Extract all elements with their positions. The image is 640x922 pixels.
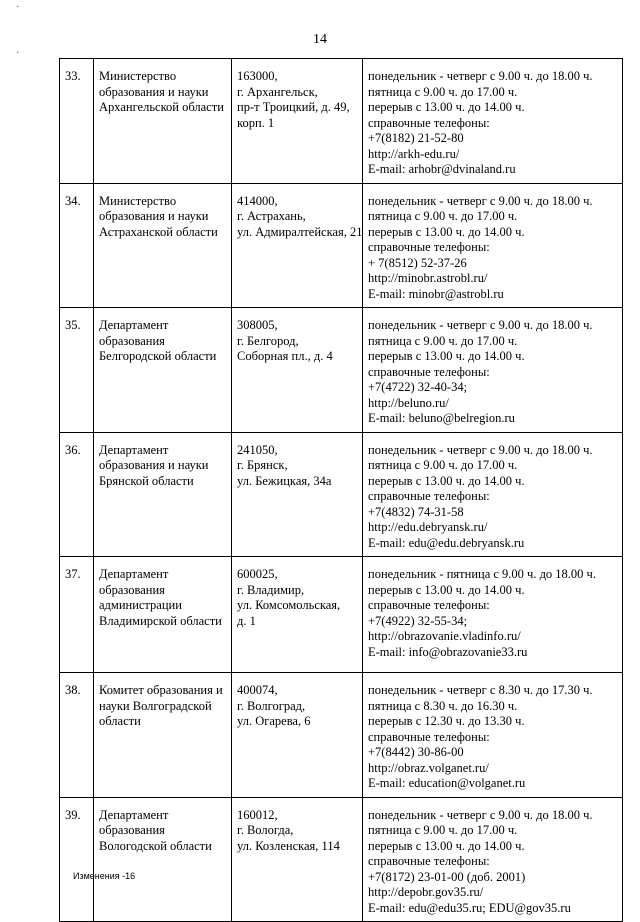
page-number: 14 bbox=[313, 32, 327, 47]
address-line: 600025, bbox=[237, 567, 278, 581]
contact-line: http://depobr.gov35.ru/ bbox=[368, 885, 484, 899]
table-row bbox=[60, 183, 623, 308]
address-line: ул. Комсомольская, bbox=[237, 598, 341, 612]
organization-line: образования bbox=[99, 582, 165, 597]
organization-line: Министерство bbox=[99, 193, 177, 208]
organization-line: образования bbox=[99, 333, 165, 348]
address-line: г. Архангельск, bbox=[237, 84, 318, 99]
contact-line: понедельник - четверг с 9.00 ч. до 18.00 ч. bbox=[368, 807, 593, 822]
contact-line: перерыв с 13.00 ч. до 14.00 ч. bbox=[368, 582, 525, 597]
table-row bbox=[60, 59, 623, 184]
contact-info-cell bbox=[363, 308, 623, 433]
address-cell bbox=[232, 673, 363, 798]
contact-info-cell bbox=[363, 432, 623, 557]
contact-line: пятница с 9.00 ч. до 17.00 ч. bbox=[368, 209, 518, 223]
table-row bbox=[60, 432, 623, 557]
organization-line: Департамент bbox=[99, 567, 169, 581]
contact-info-cell bbox=[363, 59, 623, 184]
address-line: г. Белгород, bbox=[237, 333, 299, 348]
table-row bbox=[60, 557, 623, 673]
address-line: 163000, bbox=[237, 69, 278, 83]
education-authorities-table bbox=[59, 58, 623, 922]
contact-info-cell bbox=[363, 673, 623, 798]
contact-line: E-mail: minobr@astrobl.ru bbox=[368, 286, 504, 301]
row-number: 33. bbox=[60, 59, 94, 184]
contact-line: справочные телефоны: bbox=[368, 115, 490, 130]
organization-cell bbox=[94, 432, 232, 557]
table-row bbox=[60, 797, 623, 922]
contact-line: пятница с 9.00 ч. до 17.00 ч. bbox=[368, 333, 518, 348]
organization-line: Брянской области bbox=[99, 473, 194, 488]
address-line: г. Астрахань, bbox=[237, 209, 306, 223]
scan-mark-top: · bbox=[16, 2, 20, 13]
contact-line: E-mail: education@volganet.ru bbox=[368, 776, 526, 790]
organization-line: Вологодской области bbox=[99, 838, 212, 853]
address-line: корп. 1 bbox=[237, 115, 275, 130]
contact-line: справочные телефоны: bbox=[368, 729, 490, 744]
organization-line: науки Волгоградской bbox=[99, 698, 212, 713]
row-number: 34. bbox=[60, 183, 94, 308]
contact-line: +7(8442) 30-86-00 bbox=[368, 745, 464, 759]
address-line: 308005, bbox=[237, 318, 278, 332]
organization-line: образования bbox=[99, 823, 165, 837]
address-line: г. Владимир, bbox=[237, 582, 305, 597]
address-line: 160012, bbox=[237, 807, 278, 822]
organization-line: Владимирской области bbox=[99, 613, 222, 628]
row-number: 36. bbox=[60, 432, 94, 557]
address-line: ул. Бежицкая, 34а bbox=[237, 473, 332, 488]
contact-line: http://edu.debryansk.ru/ bbox=[368, 520, 488, 534]
footer-note: Изменения -16 bbox=[73, 871, 136, 881]
organization-line: области bbox=[99, 714, 141, 728]
contact-line: +7(4922) 32-55-34; bbox=[368, 613, 468, 628]
contact-line: + 7(8512) 52-37-26 bbox=[368, 255, 467, 270]
organization-line: Архангельской области bbox=[99, 100, 224, 114]
contact-line: E-mail: arhobr@dvinaland.ru bbox=[368, 162, 516, 176]
contact-line: +7(8172) 23-01-00 (доб. 2001) bbox=[368, 869, 526, 884]
organization-line: Департамент bbox=[99, 442, 169, 457]
contact-info-cell bbox=[363, 797, 623, 922]
organization-line: Белгородской области bbox=[99, 349, 217, 363]
address-cell bbox=[232, 59, 363, 184]
organization-line: Комитет образования и bbox=[99, 683, 223, 697]
contact-line: пятница с 9.00 ч. до 17.00 ч. bbox=[368, 823, 518, 837]
table-row bbox=[60, 308, 623, 433]
contact-line: http://minobr.astrobl.ru/ bbox=[368, 271, 488, 285]
contact-line: http://obrazovanie.vladinfo.ru/ bbox=[368, 629, 521, 643]
contact-line: перерыв с 13.00 ч. до 14.00 ч. bbox=[368, 473, 525, 488]
organization-line: образования и науки bbox=[99, 84, 209, 99]
row-number: 37. bbox=[60, 557, 94, 673]
organization-cell bbox=[94, 557, 232, 673]
organization-cell bbox=[94, 183, 232, 308]
contact-line: E-mail: beluno@belregion.ru bbox=[368, 411, 515, 425]
contact-line: пятница с 8.30 ч. до 16.30 ч. bbox=[368, 698, 518, 713]
address-line: Соборная пл., д. 4 bbox=[237, 349, 333, 363]
address-line: 241050, bbox=[237, 442, 278, 457]
contact-line: перерыв с 13.00 ч. до 14.00 ч. bbox=[368, 349, 525, 363]
address-cell bbox=[232, 557, 363, 673]
contact-line: перерыв с 12.30 ч. до 13.30 ч. bbox=[368, 714, 525, 728]
address-line: д. 1 bbox=[237, 613, 256, 628]
contact-line: справочные телефоны: bbox=[368, 598, 490, 612]
address-line: ул. Козленская, 114 bbox=[237, 838, 340, 853]
row-number: 35. bbox=[60, 308, 94, 433]
address-line: ул. Адмиралтейская, 21 bbox=[237, 224, 363, 239]
contact-line: понедельник - четверг с 9.00 ч. до 18.00 ч. bbox=[368, 442, 593, 457]
contact-line: понедельник - четверг с 9.00 ч. до 18.00 ч. bbox=[368, 193, 593, 208]
contact-line: E-mail: edu@edu.debryansk.ru bbox=[368, 535, 525, 550]
contact-line: понедельник - четверг с 8.30 ч. до 17.30 ч. bbox=[368, 683, 593, 697]
contact-line: E-mail: edu@edu35.ru; EDU@gov35.ru bbox=[368, 900, 571, 915]
contact-line: +7(4722) 32-40-34; bbox=[368, 380, 468, 394]
contact-info-cell bbox=[363, 557, 623, 673]
organization-line: Департамент bbox=[99, 318, 169, 332]
contact-line: понедельник - пятница с 9.00 ч. до 18.00 ч. bbox=[368, 567, 596, 581]
address-line: 400074, bbox=[237, 683, 278, 697]
address-line: пр-т Троицкий, д. 49, bbox=[237, 100, 350, 114]
organization-line: Астраханской области bbox=[99, 224, 218, 239]
organization-cell bbox=[94, 797, 232, 922]
organization-cell bbox=[94, 308, 232, 433]
contact-line: +7(8182) 21-52-80 bbox=[368, 131, 464, 145]
address-cell bbox=[232, 183, 363, 308]
address-line: 414000, bbox=[237, 193, 278, 208]
contact-line: понедельник - четверг с 9.00 ч. до 18.00 ч. bbox=[368, 318, 593, 332]
row-number: 38. bbox=[60, 673, 94, 798]
organization-line: администрации bbox=[99, 598, 182, 612]
organization-line: Министерство bbox=[99, 69, 177, 83]
contact-line: перерыв с 13.00 ч. до 14.00 ч. bbox=[368, 838, 525, 853]
organization-cell bbox=[94, 673, 232, 798]
contact-line: понедельник - четверг с 9.00 ч. до 18.00 ч. bbox=[368, 69, 593, 83]
contact-line: +7(4832) 74-31-58 bbox=[368, 504, 464, 519]
contact-line: http://beluno.ru/ bbox=[368, 395, 449, 410]
contact-line: http://obraz.volganet.ru/ bbox=[368, 760, 489, 775]
contact-line: пятница с 9.00 ч. до 17.00 ч. bbox=[368, 458, 518, 472]
address-line: г. Волгоград, bbox=[237, 698, 306, 713]
contact-line: перерыв с 13.00 ч. до 14.00 ч. bbox=[368, 100, 525, 114]
address-cell bbox=[232, 432, 363, 557]
scan-mark-left: · bbox=[16, 48, 20, 59]
contact-info-cell bbox=[363, 183, 623, 308]
row-number: 39. bbox=[60, 797, 94, 922]
contact-line: перерыв с 13.00 ч. до 14.00 ч. bbox=[368, 224, 525, 239]
organization-line: образования и науки bbox=[99, 458, 209, 472]
organization-cell bbox=[94, 59, 232, 184]
contact-line: справочные телефоны: bbox=[368, 854, 490, 868]
contact-line: справочные телефоны: bbox=[368, 240, 490, 254]
table-row bbox=[60, 673, 623, 798]
contact-line: справочные телефоны: bbox=[368, 489, 490, 503]
contact-line: справочные телефоны: bbox=[368, 364, 490, 379]
organization-line: Департамент bbox=[99, 807, 169, 822]
contact-line: http://arkh-edu.ru/ bbox=[368, 146, 460, 161]
address-line: г. Брянск, bbox=[237, 458, 288, 472]
address-line: ул. Огарева, 6 bbox=[237, 714, 311, 728]
address-cell bbox=[232, 797, 363, 922]
organization-line: образования и науки bbox=[99, 209, 209, 223]
address-line: г. Вологда, bbox=[237, 823, 294, 837]
address-cell bbox=[232, 308, 363, 433]
contact-line: пятница с 9.00 ч. до 17.00 ч. bbox=[368, 84, 518, 99]
contact-line: E-mail: info@obrazovanie33.ru bbox=[368, 644, 528, 659]
